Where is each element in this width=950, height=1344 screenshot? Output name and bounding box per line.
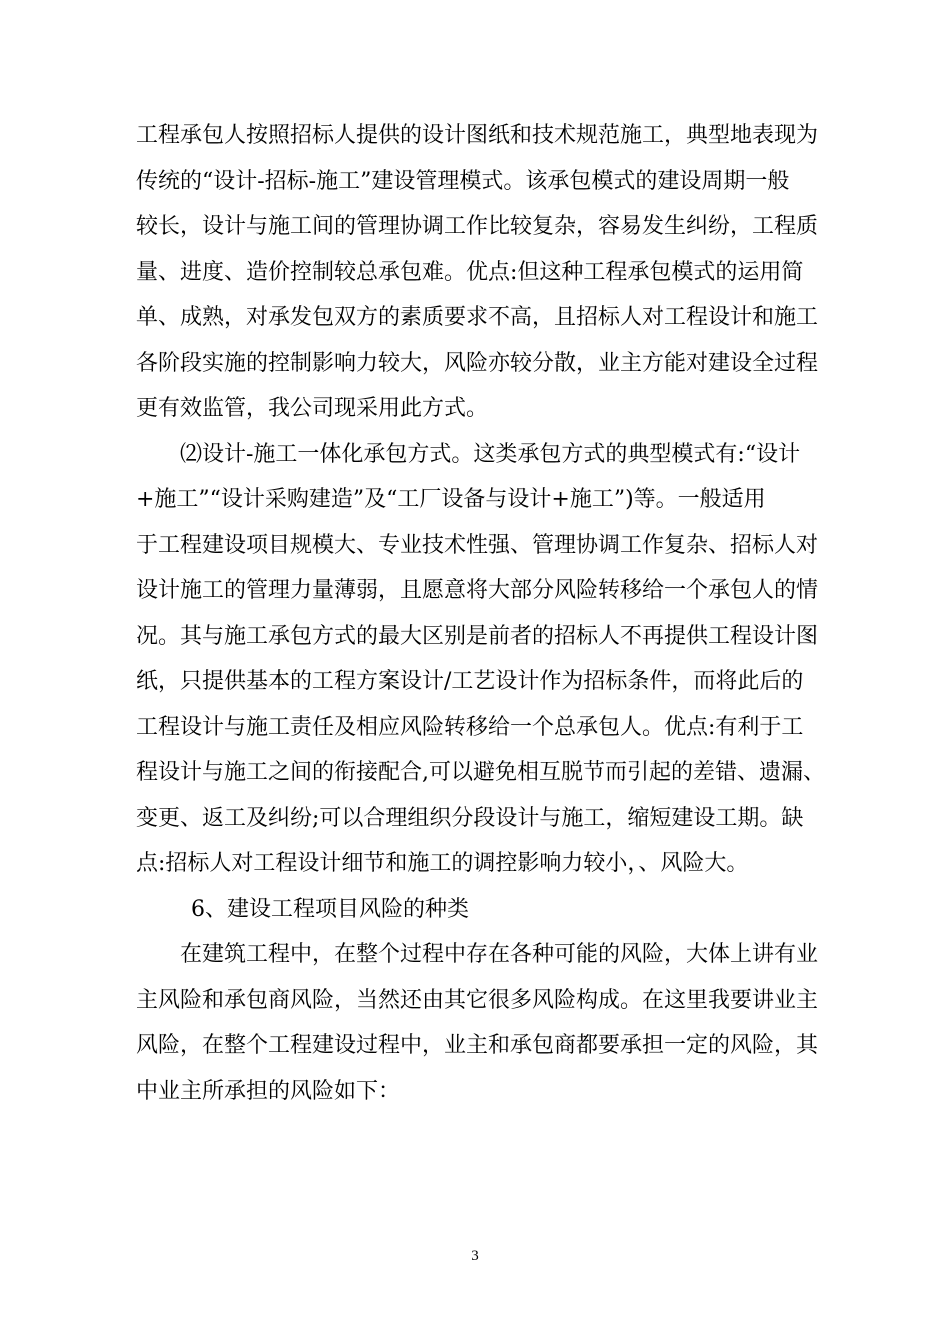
paragraph-line: ⑵设计-施工一体化承包方式。这类承包方式的典型模式有:“设计 [180, 441, 801, 467]
paragraph-line: 量、进度、造价控制较总承包难。优点:但这种工程承包模式的运用简 [136, 259, 804, 285]
page-number: 3 [471, 1248, 479, 1264]
section-heading: 6、建设工程项目风险的种类 [191, 896, 469, 922]
paragraph-line: 变更、返工及纠纷;可以合理组织分段设计与施工，缩短建设工期。缺 [136, 805, 804, 831]
document-body [136, 113, 828, 1114]
paragraph-line: 工程设计与施工责任及相应风险转移给一个总承包人。优点:有利于工 [136, 714, 804, 740]
paragraph-2 [136, 432, 828, 887]
paragraph-line: 纸，只提供基本的工程方案设计/工艺设计作为招标条件，而将此后的 [136, 669, 804, 694]
paragraph-line: 于工程建设项目规模大、专业技术性强、管理协调工作复杂、招标人对 [136, 532, 819, 558]
paragraph-line: 设计施工的管理力量薄弱，且愿意将大部分风险转移给一个承包人的情 [136, 578, 819, 603]
paragraph-line: 更有效监管，我公司现采用此方式。 [136, 396, 489, 421]
paragraph-1 [136, 113, 828, 432]
paragraph-line: 程设计与施工之间的衔接配合,可以避免相互脱节而引起的差错、遗漏、 [136, 760, 825, 785]
paragraph-line: 风险，在整个工程建设过程中，业主和承包商都要承担一定的风险，其 [136, 1033, 819, 1058]
paragraph-3 [136, 932, 828, 1114]
paragraph-line: 中业主所承担的风险如下： [136, 1078, 401, 1104]
paragraph-line: 传统的“设计-招标-施工”建设管理模式。该承包模式的建设周期一般 [136, 168, 790, 194]
paragraph-line: +施工”“设计采购建造”及“工厂设备与设计+施工”)等。一般适用 [136, 487, 766, 512]
paragraph-line: 各阶段实施的控制影响力较大，风险亦较分散，业主方能对建设全过程 [136, 350, 819, 376]
paragraph-line: 况。其与施工承包方式的最大区别是前者的招标人不再提供工程设计图 [136, 623, 819, 649]
paragraph-line: 在建筑工程中，在整个过程中存在各种可能的风险，大体上讲有业 [180, 942, 819, 967]
paragraph-line: 单、成熟，对承发包双方的素质要求不高，且招标人对工程设计和施工 [136, 305, 819, 330]
paragraph-line: 较长，设计与施工间的管理协调工作比较复杂，容易发生纠纷，工程质 [136, 214, 819, 239]
paragraph-line: 工程承包人按照招标人提供的设计图纸和技术规范施工，典型地表现为 [136, 123, 819, 148]
paragraph-line: 主风险和承包商风险，当然还由其它很多风险构成。在这里我要讲业主 [136, 987, 819, 1013]
paragraph-line: 点:招标人对工程设计细节和施工的调控影响力较小，、风险大。 [136, 851, 749, 876]
